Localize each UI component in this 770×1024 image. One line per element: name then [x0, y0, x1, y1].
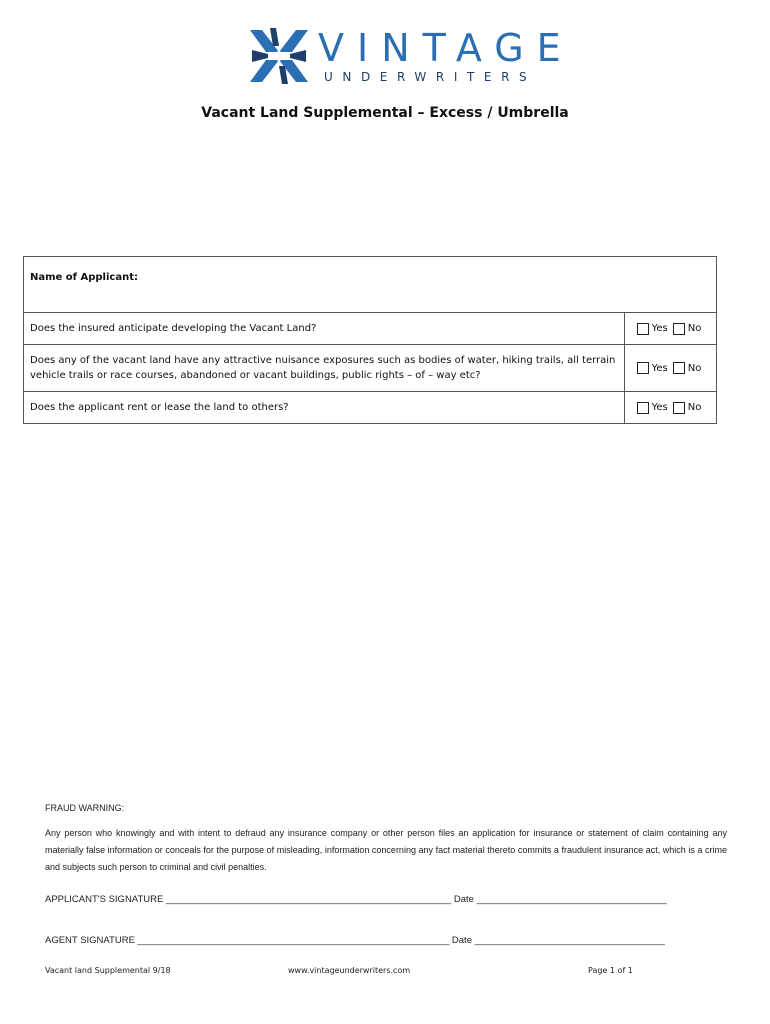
logo-wordmark: VINTAGE [318, 26, 574, 70]
footer-form-id: Vacant land Supplemental 9/18 [45, 966, 171, 975]
fraud-warning-heading: FRAUD WARNING: [45, 803, 125, 813]
question-text: Does the insured anticipate developing the Vacant Land? [24, 313, 625, 344]
application-form-table [23, 256, 717, 424]
agent-signature-line[interactable]: AGENT SIGNATURE ___________________________________________________________ Date ____________________________________ [45, 935, 665, 946]
question-text: Does any of the vacant land have any attractive nuisance exposures such as bodies of water, hiking trails, all terrain vehicle trails or race courses, abandoned or vacant buildings, public rights – of – way etc? [24, 345, 625, 391]
applicant-name-row[interactable] [24, 257, 716, 313]
footer-website[interactable]: www.vintageunderwriters.com [288, 966, 411, 975]
logo-subtitle: UNDERWRITERS [324, 70, 537, 84]
footer-page-number: Page 1 of 1 [588, 966, 633, 975]
question-text: Does the applicant rent or lease the land to others? [24, 392, 625, 423]
question-row [24, 313, 716, 345]
applicant-name-label: Name of Applicant: [30, 272, 138, 283]
yes-no-options [625, 392, 716, 423]
fraud-warning-text: Any person who knowingly and with intent to defraud any insurance company or other person files an application for insurance or statement of claim containing any materially false information or conceals for the purpose of misleading, information concerning any fact material thereto commits a fraudulent insurance act, which is a crime and subjects such person to criminal and civil penalties. [45, 828, 727, 872]
question-row [24, 392, 716, 423]
yes-checkbox[interactable] [637, 362, 649, 374]
company-logo [248, 26, 574, 86]
no-checkbox[interactable] [673, 402, 685, 414]
applicant-signature-line[interactable]: APPLICANT'S SIGNATURE ______________________________________________________ Date ____________________________________ [45, 894, 667, 905]
yes-no-options [625, 345, 716, 391]
no-label: No [687, 402, 702, 413]
yes-label: Yes [651, 362, 668, 374]
question-row [24, 345, 716, 392]
snowflake-logo-icon [248, 26, 310, 86]
yes-checkbox[interactable] [637, 402, 649, 414]
yes-label: Yes [651, 323, 668, 334]
yes-no-options [625, 313, 716, 344]
fraud-warning [45, 803, 727, 876]
no-checkbox[interactable] [673, 362, 685, 374]
no-label: No [687, 323, 702, 334]
document-title: Vacant Land Supplemental – Excess / Umbrella [201, 105, 569, 121]
yes-label: Yes [651, 402, 668, 413]
no-label: No [687, 362, 702, 374]
yes-checkbox[interactable] [637, 323, 649, 335]
no-checkbox[interactable] [673, 323, 685, 335]
